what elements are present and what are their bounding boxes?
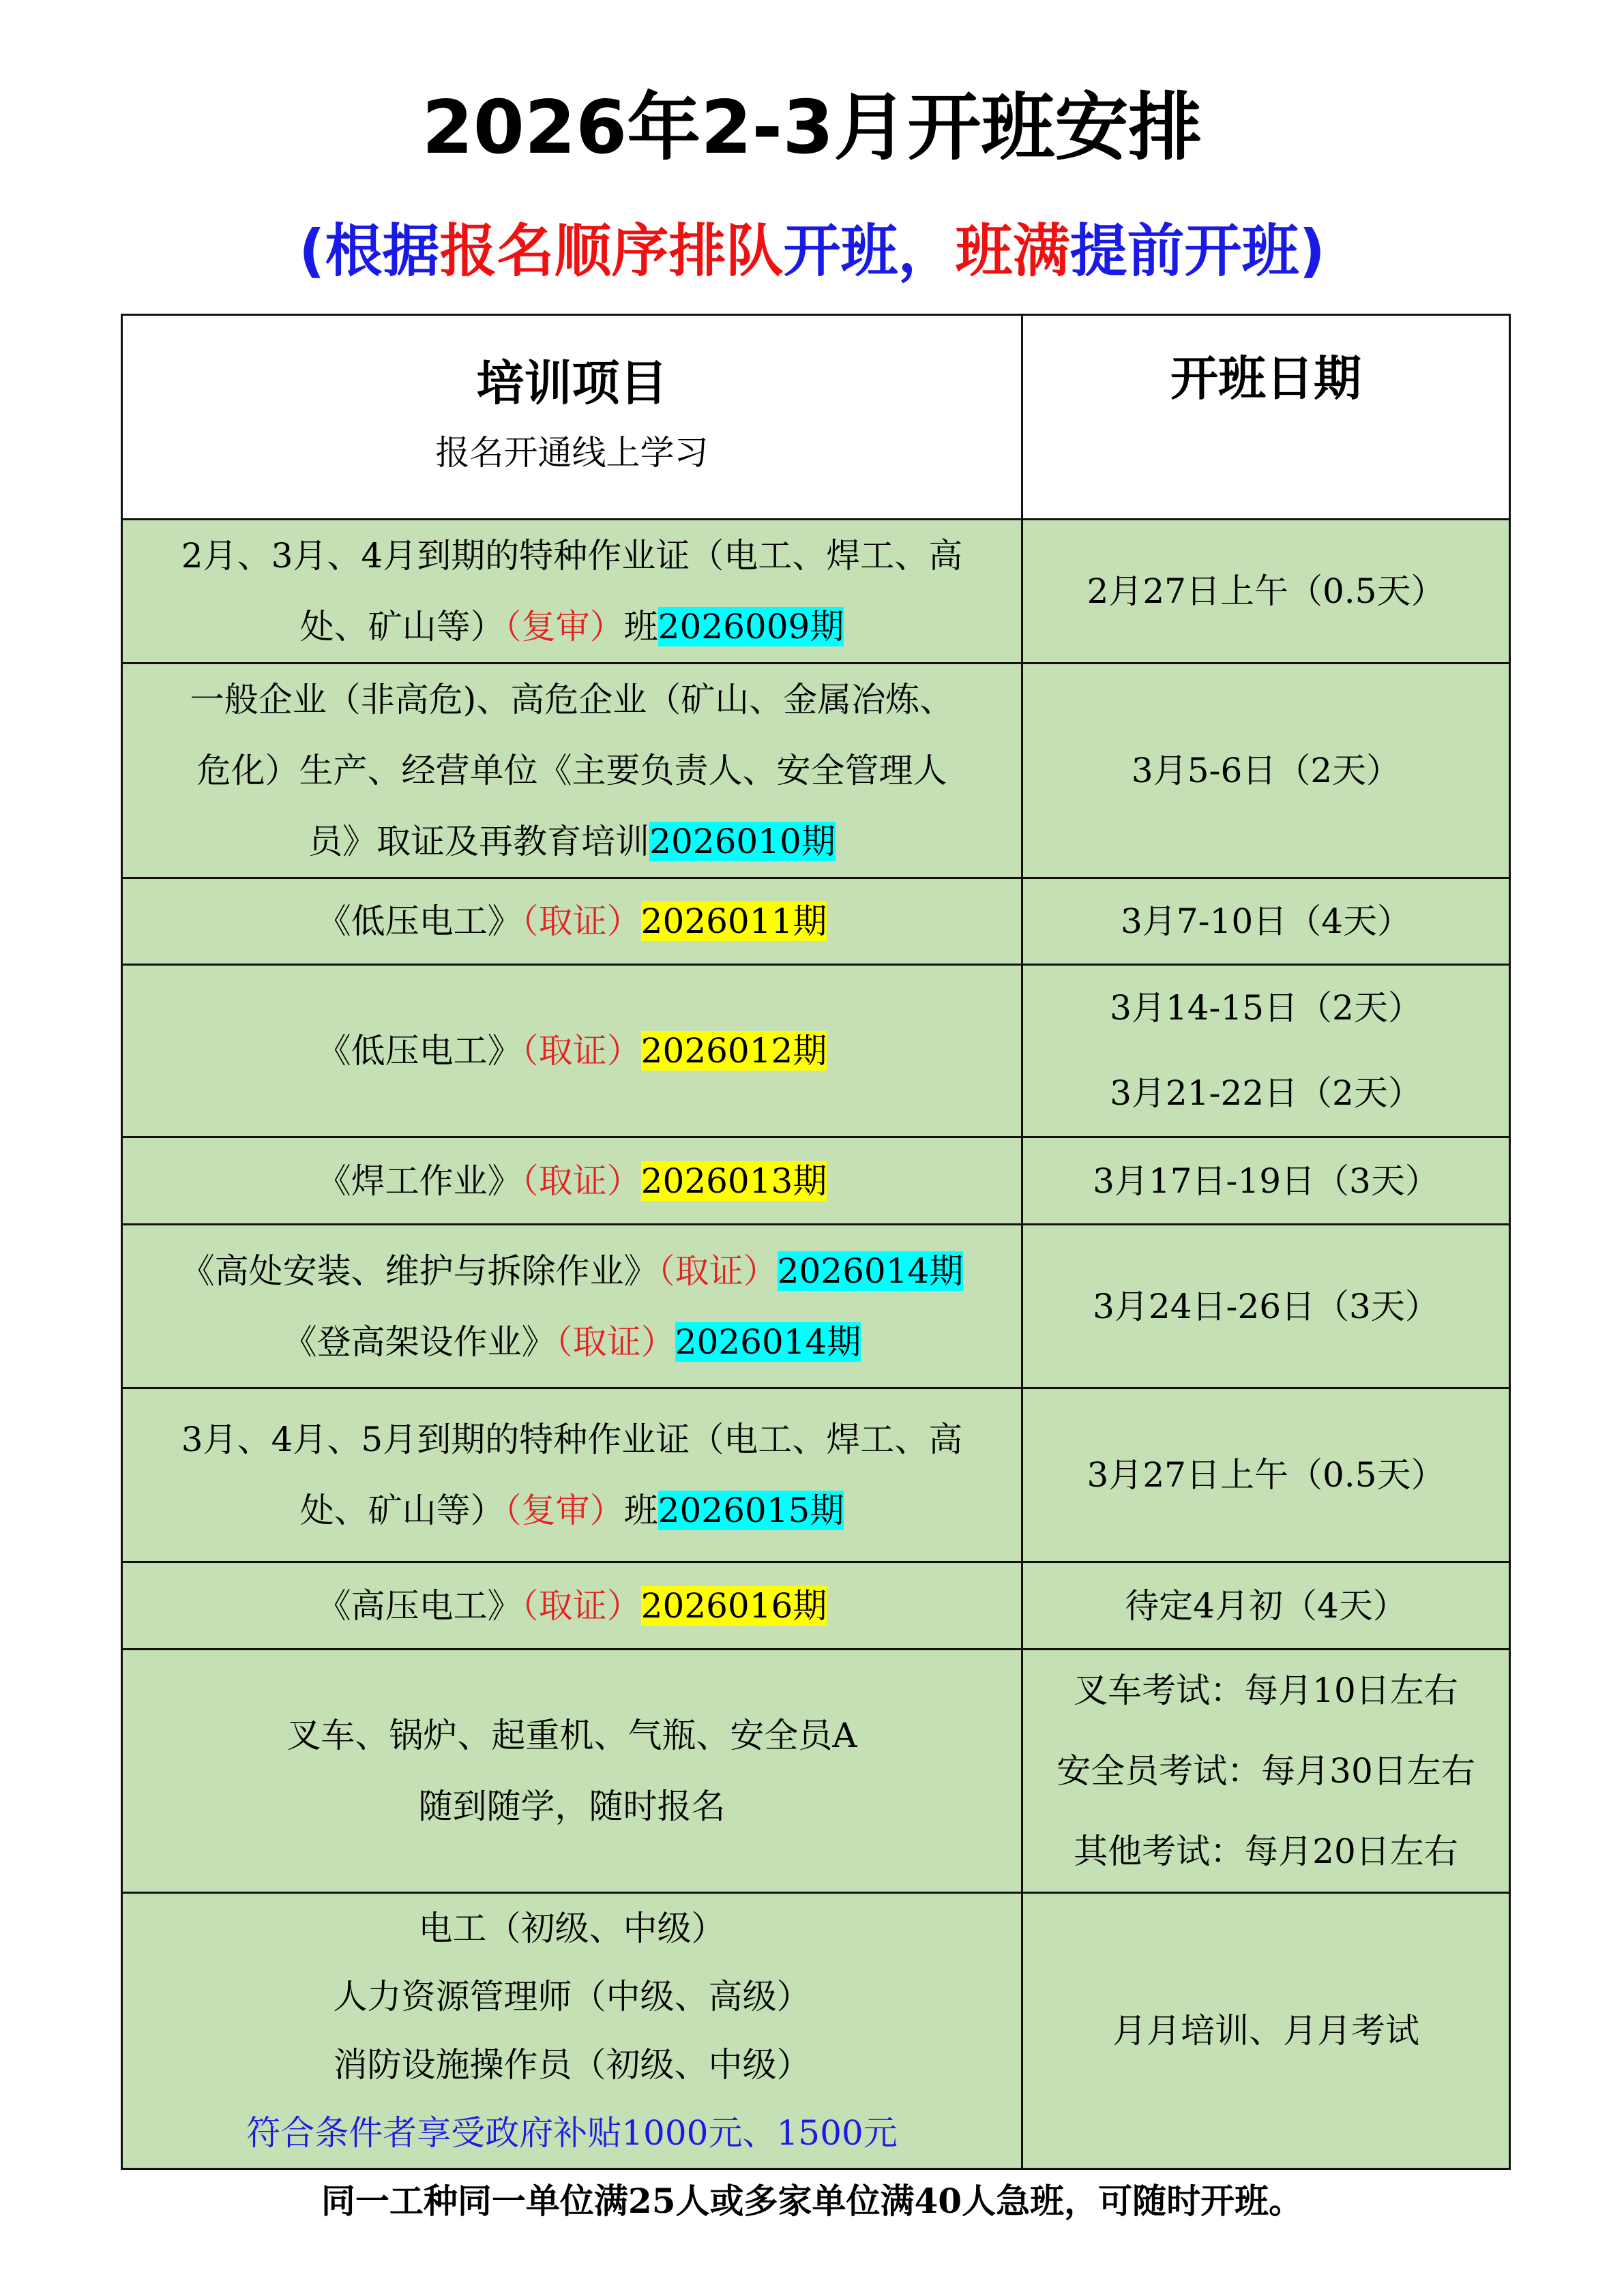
row-8-date: 待定4月初（4天）: [1022, 1562, 1510, 1650]
table-row: [122, 1388, 1510, 1562]
row-9-line-1: 叉车、锅炉、起重机、气瓶、安全员A: [286, 1716, 857, 1755]
row-1-session-code: 2026009期: [658, 607, 844, 646]
header-cell-project: [122, 315, 1022, 520]
table-row: [122, 878, 1510, 965]
row-4-date-2: 3月21-22日（2天）: [1110, 1073, 1422, 1113]
table-row: [122, 1893, 1510, 2169]
table-row: [122, 965, 1510, 1137]
header-date-title: 开班日期: [1170, 351, 1361, 406]
row-6-session-code-1: 2026014期: [777, 1251, 964, 1291]
row-8-course-name: 《高压电工》: [316, 1585, 522, 1626]
subtitle-part-5: 提前开班): [1069, 218, 1325, 284]
row-6-cert-tag-1: （取证）: [658, 1251, 778, 1291]
row-7-line-1: 3月、4月、5月到期的特种作业证（电工、焊工、高: [181, 1420, 963, 1459]
row-3-cert-tag: （取证）: [521, 901, 641, 941]
row-10-line-3: 消防设施操作员（初级、中级）: [333, 2045, 811, 2085]
row-6-cert-tag-2: （取证）: [555, 1322, 675, 1362]
row-6-course-name-1: 《高处安装、维护与拆除作业》: [180, 1251, 658, 1291]
row-2-session-code: 2026010期: [649, 822, 836, 861]
row-5-project: [122, 1137, 1022, 1225]
row-7-project: [122, 1388, 1022, 1562]
row-8-project: [122, 1562, 1022, 1650]
row-7-line-2: [131, 1475, 1013, 1546]
row-7-date: 3月27日上午（0.5天）: [1022, 1388, 1510, 1562]
header-project-subtitle: 报名开通线上学习: [435, 432, 709, 473]
table-row: [122, 1225, 1510, 1388]
row-9-line-2: 随到随学，随时报名: [418, 1787, 726, 1826]
subtitle-part-2: 报名顺序排队: [439, 218, 784, 284]
row-8-session-code: 2026016期: [640, 1585, 827, 1626]
row-7-text: 处、矿山等）: [299, 1491, 505, 1530]
row-7-review-tag: （复审）: [504, 1491, 624, 1530]
subtitle-part-3: 开班，: [783, 218, 956, 284]
header-cell-date: [1022, 315, 1510, 520]
row-4-project: [122, 965, 1022, 1137]
row-6-date: 3月24日-26日（3天）: [1022, 1225, 1510, 1388]
row-9-exam-safety: 安全员考试：每月30日左右: [1057, 1751, 1475, 1791]
row-2-line-1: 一般企业（非高危)、高危企业（矿山、金属冶炼、: [190, 680, 954, 719]
row-6-session-code-2: 2026014期: [675, 1322, 861, 1362]
page-title: 2026年2-3月开班安排: [422, 85, 1202, 170]
row-5-course-name: 《焊工作业》: [316, 1161, 522, 1201]
table-row: [122, 1562, 1510, 1650]
row-10-line-1: 电工（初级、中级）: [418, 1909, 726, 1948]
row-5-session-code: 2026013期: [640, 1161, 827, 1201]
row-4-course-name: 《低压电工》: [316, 1031, 522, 1071]
row-1-project: [122, 520, 1022, 664]
schedule-table: [121, 314, 1511, 2170]
row-9-exam-other: 其他考试：每月20日左右: [1074, 1832, 1458, 1871]
table-header-row: [122, 315, 1510, 520]
row-1-line-1: 2月、3月、4月到期的特种作业证（电工、焊工、高: [181, 536, 963, 576]
header-project-title: 培训项目: [476, 355, 668, 411]
row-3-course-name: 《低压电工》: [316, 901, 522, 941]
row-4-date: [1022, 965, 1510, 1137]
row-5-cert-tag: （取证）: [521, 1161, 641, 1201]
row-1-class: 班: [623, 607, 658, 646]
row-7-class: 班: [623, 1491, 658, 1530]
row-10-date: 月月培训、月月考试: [1022, 1893, 1510, 2169]
row-10-project: [122, 1893, 1022, 2169]
row-2-line-3: [131, 806, 1013, 877]
row-4-cert-tag: （取证）: [521, 1031, 641, 1071]
row-1-date: 2月27日上午（0.5天）: [1022, 520, 1510, 664]
row-2-project: [122, 664, 1022, 878]
row-6-line-2: [131, 1307, 1013, 1377]
row-1-text: 处、矿山等）: [299, 607, 505, 646]
row-4-date-1: 3月14-15日（2天）: [1110, 988, 1422, 1028]
row-9-project: [122, 1650, 1022, 1893]
row-8-cert-tag: （取证）: [521, 1585, 641, 1626]
table-row: [122, 1137, 1510, 1225]
row-5-date: 3月17日-19日（3天）: [1022, 1137, 1510, 1225]
row-2-line-2: 危化）生产、经营单位《主要负责人、安全管理人: [196, 751, 947, 790]
row-6-project: [122, 1225, 1022, 1388]
row-1-line-2: [131, 591, 1013, 662]
row-2-date: 3月5-6日（2天）: [1022, 664, 1510, 878]
row-4-session-code: 2026012期: [640, 1031, 827, 1071]
row-9-date: [1022, 1650, 1510, 1893]
row-9-exam-forklift: 叉车考试：每月10日左右: [1074, 1671, 1458, 1710]
table-row: [122, 664, 1510, 878]
table-row: [122, 520, 1510, 664]
row-6-course-name-2: 《登高架设作业》: [282, 1322, 556, 1362]
footer-note: 同一工种同一单位满25人或多家单位满40人急班，可随时开班。: [321, 2181, 1303, 2221]
row-6-line-1: [131, 1236, 1013, 1307]
table-row: [122, 1650, 1510, 1893]
row-7-session-code: 2026015期: [658, 1491, 844, 1530]
row-10-line-2: 人力资源管理师（中级、高级）: [333, 1977, 811, 2016]
row-3-project: [122, 878, 1022, 965]
subtitle-part-1: (根据: [299, 218, 440, 284]
subtitle-part-4: 班满: [955, 218, 1070, 284]
row-3-session-code: 2026011期: [640, 901, 827, 941]
row-2-text: 员》取证及再教育培训: [308, 822, 650, 861]
page-subtitle: [0, 210, 1624, 292]
row-3-date: 3月7-10日（4天）: [1022, 878, 1510, 965]
row-10-subsidy-note: 符合条件者享受政府补贴1000元、1500元: [246, 2113, 898, 2153]
row-1-review-tag: （复审）: [504, 607, 624, 646]
